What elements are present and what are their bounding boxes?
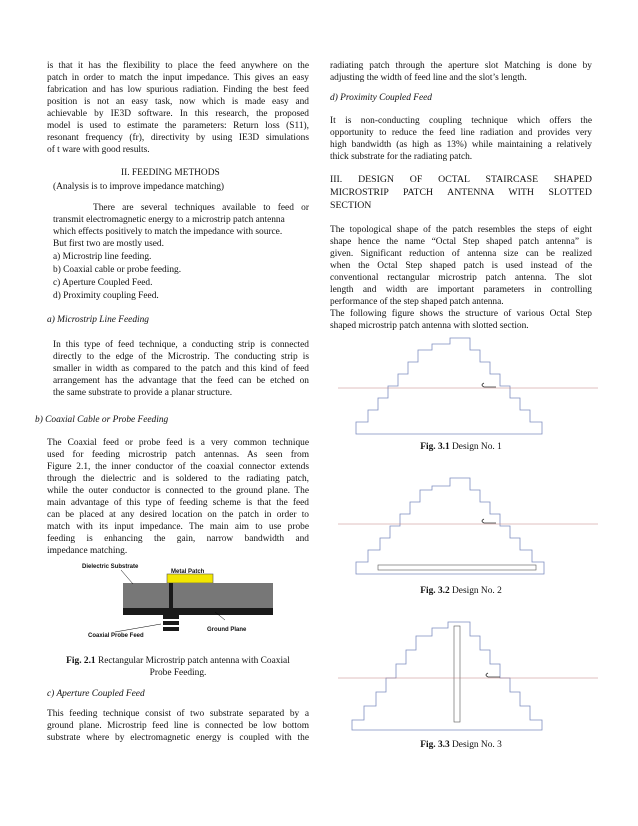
section-3-line-7: performance of the step shaped patch antenna. [330, 297, 504, 307]
figure-3-3-caption [330, 740, 592, 750]
subsection-b-line-4: through the dielectric and is soldered to the radiating patch, [47, 474, 309, 484]
substrate-shape [123, 583, 273, 608]
subsection-c-line-3: substrate where by electromagnetic energy is coupled with the [47, 733, 309, 743]
subsection-d-line-3: high bandwidth (as high as 13%) while maintaining a relatively [330, 140, 592, 150]
feeding-para-line-2: transmit electromagnetic energy to a microstrip patch antenna [53, 215, 285, 225]
subsection-b-line-10: impedance matching. [47, 546, 128, 556]
feeding-list-item: b) Coaxial cable or probe feeding. [53, 265, 182, 275]
horizontal-slot-shape [378, 565, 536, 570]
staircase-patch-shape [352, 622, 542, 730]
subsection-a-line-1: In this type of feed technique, a conducting strip is connected [53, 340, 309, 350]
subsection-a-line-2: directly to the edge of the Microstrip. The conducting strip is [53, 352, 309, 362]
intro-line-7: resonant frequency (fr), directivity by using IE3D simulations [47, 133, 309, 143]
subsection-c-line-2: ground plane. Microstrip feed line is connected be low bottom [47, 721, 309, 731]
subsection-c-title: c) Aperture Coupled Feed [47, 689, 145, 699]
probe-inner-shape [169, 583, 173, 615]
ground-plane-shape [123, 608, 273, 615]
intro-line-6: model is used to estimate the parameters: Return loss (S11), [47, 121, 309, 131]
label-patch: Metal Patch [171, 569, 205, 575]
intro-line-5: achievable by IE3D software. In this research, the proposed [47, 109, 309, 119]
subsection-b-line-3: Figure 2.1, the inner conductor of the coaxial connector extends [47, 462, 309, 472]
intro-line-2: patch in order to match the input impedance. This gives an easy [47, 73, 309, 83]
caption-number: Fig. 3.1 [420, 442, 450, 452]
section-3-line-1: The topological shape of the patch resembles the steps of eight [330, 225, 592, 235]
caption-number: Fig. 3.2 [420, 586, 450, 596]
probe-shape [163, 627, 179, 631]
caption-number: Fig. 2.1 [66, 656, 96, 666]
subsection-b-line-8: match with its input impedance. The main aim to use probe [47, 522, 309, 532]
feeding-list-item: a) Microstrip line feeding. [53, 252, 152, 262]
section-3-line-6: length and width are important parameters in controlling [330, 285, 592, 295]
section-3-line-3: given. Significant reduction of antenna size can be realized [330, 249, 592, 259]
section-3-line-9: shaped microstrip patch antenna with slotted section. [330, 321, 529, 331]
right-cont-line-1: radiating patch through the aperture slot Matching is done by [330, 61, 592, 71]
subsection-a-title: a) Microstrip Line Feeding [47, 315, 149, 325]
subsection-a-line-4: arrangement has the advantage that the feed can be etched on [53, 376, 309, 386]
subsection-b-line-7: can be placed at any desired location on the patch in order to [47, 510, 309, 520]
section-3-title-line-1: III. DESIGN OF OCTAL STAIRCASE SHAPED [330, 174, 592, 185]
label-dielectric: Dielectric Substrate [82, 564, 139, 570]
subsection-b-line-5: while the outer conductor is connected to the ground plane. The [47, 486, 309, 496]
subsection-d-line-1: It is non-conducting coupling technique which offers the [330, 116, 592, 126]
caption-text: Design No. 3 [449, 740, 502, 750]
section-2-title: II. FEEDING METHODS [121, 168, 220, 178]
probe-shape [163, 621, 179, 625]
subsection-b-line-1: The Coaxial feed or probe feed is a very common technique [47, 438, 309, 448]
section-3-line-5: conventional rectangular microstrip patch antenna. The slot [330, 273, 592, 283]
subsection-b-title: b) Coaxial Cable or Probe Feeding [35, 415, 169, 425]
section-3-line-4: when the Octal Step shaped patch is used instead of the [330, 261, 592, 271]
subsection-d-line-2: opportunity to reduce the feed line radiation and provides very [330, 128, 592, 138]
design-2-figure [338, 476, 598, 576]
feeding-para-line-1: There are several techniques available to feed or [93, 203, 309, 213]
subsection-d-line-4: thick substrate for the radiating patch. [330, 152, 473, 162]
section-3-line-2: shape hence the name “Octal Step shaped patch antenna” is [330, 237, 592, 247]
right-cont-line-2: adjusting the width of feed line and the slot’s length. [330, 73, 527, 83]
staircase-patch-shape [356, 478, 544, 574]
subsection-b-line-2: used for feeding microstrip patch antennas. As seen from [47, 450, 309, 460]
section-3-line-8: The following figure shows the structure of various Octal Step [330, 309, 592, 319]
subsection-b-line-9: feeding is enhancing the gain, narrow bandwidth and [47, 534, 309, 544]
intro-line-8: of t ware with good results. [47, 145, 150, 155]
probe-shape [163, 615, 179, 619]
caption-number: Fig. 3.3 [420, 740, 450, 750]
caption-text: Rectangular Microstrip patch antenna with Coaxial [95, 656, 290, 666]
section-3-title-line-3: SECTION [330, 200, 372, 211]
subsection-b-line-6: main advantage of this type of feeding scheme is that the feed [47, 498, 309, 508]
feeding-list-item: c) Aperture Coupled Feed. [53, 278, 153, 288]
feeding-list-item: d) Proximity coupling Feed. [53, 291, 159, 301]
subsection-d-title: d) Proximity Coupled Feed [330, 93, 432, 103]
section-3-title-line-2: MICROSTRIP PATCH ANTENNA WITH SLOTTED [330, 187, 592, 198]
feeding-para-line-3: which effects positively to match the impedance with source. [53, 227, 283, 237]
subsection-a-line-3: smaller in width as compared to the patch and this kind of feed [53, 364, 309, 374]
section-2-subtitle: (Analysis is to improve impedance matching) [53, 182, 225, 192]
intro-line-1: is that it has the flexibility to place the feed anywhere on the [47, 61, 309, 71]
figure-2-1-caption [47, 655, 309, 679]
vertical-slot-shape [454, 626, 460, 722]
figure-3-1-caption [330, 442, 592, 452]
subsection-a-line-5: the same substrate to provide a planar structure. [53, 388, 233, 398]
subsection-c-line-1: This feeding technique consist of two substrate separated by a [47, 709, 309, 719]
intro-line-4: position is not an easy task, now which is made easy and [47, 97, 309, 107]
staircase-patch-shape [356, 338, 542, 434]
caption-text: Probe Feeding. [149, 668, 207, 678]
intro-line-3: fabrication and has low spurious radiation. Finding the best feed [47, 85, 309, 95]
figure-3-2-caption [330, 586, 592, 596]
label-ground: Ground Plane [207, 627, 247, 633]
caption-text: Design No. 2 [449, 586, 502, 596]
design-3-figure [338, 620, 598, 732]
label-probe: Coaxial Probe Feed [88, 633, 144, 639]
caption-text: Design No. 1 [449, 442, 502, 452]
feeding-para-line-4: But first two are mostly used. [53, 239, 164, 249]
design-1-figure [338, 336, 598, 436]
